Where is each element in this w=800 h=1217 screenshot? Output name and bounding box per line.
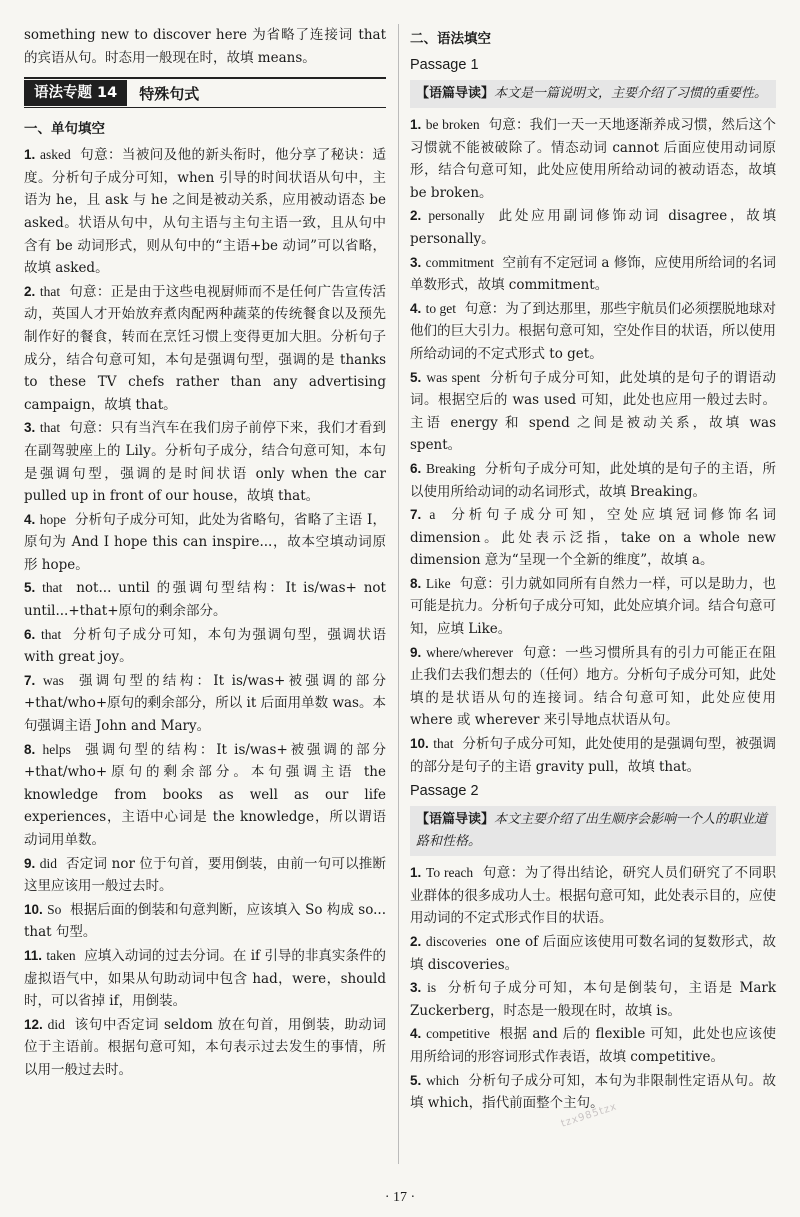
item-number: 8.	[24, 741, 36, 757]
item-answer: Breaking	[425, 460, 476, 476]
item-answer: taken	[46, 947, 76, 963]
item-number: 11.	[24, 947, 43, 963]
topic-header	[24, 77, 386, 108]
guide-text: 本文主要介绍了出生顺序会影响一个人的职业道路和性格。	[416, 812, 768, 850]
item-number: 3.	[24, 420, 36, 436]
item-answer: So	[47, 901, 62, 917]
item-explanation: 分析句子成分可知，此处填的是句子的主语，所以使用所给动词的动名词形式，故填 Breaking。	[410, 460, 777, 500]
item-number: 12.	[24, 1016, 43, 1032]
item-explanation: 应填入动词的过去分词。在 if 引导的非真实条件的虚拟语气中，如果从句助动词中包含 had，were，should 时，可以省掉 if，用倒装。	[24, 947, 386, 1010]
answer-item	[24, 509, 386, 577]
item-answer: asked	[39, 147, 71, 163]
item-explanation: 分析句子成分可知，本句为强调句型，强调状语 with great joy。	[24, 626, 387, 666]
item-explanation: 分析句子成分可知，空处应填冠词修饰名词 dimension。此处表示泛指，take on a whole new dimension 意为“呈现一个全新的维度”，故填 a。	[410, 507, 776, 569]
item-explanation: 句意：一些习惯所具有的引力可能正在阻止我们去我们想去的（任何）地方。分析句子成分可知，此处填的是状语从句的连接词。结合句意可知，此处应使用 where 或 wherever 来引导地点状语从句。	[410, 644, 776, 729]
answer-item	[410, 367, 776, 457]
item-explanation: 分析句子成分可知，本句是倒装句，主语是 Mark Zuckerberg，时态是一般现在时，故填 is。	[410, 980, 777, 1019]
item-explanation: 分析句子成分可知，此处为省略句，省略了主语 I，原句为 And I hope this can inspire...，故本空填动词原形 hope。	[24, 511, 386, 573]
item-answer: competitive	[426, 1026, 490, 1042]
item-number: 6.	[24, 626, 36, 642]
left-column	[24, 24, 386, 1083]
item-number: 5.	[410, 1072, 422, 1088]
item-answer: that	[39, 420, 61, 436]
item-answer: to get	[425, 300, 457, 316]
section-heading-single-fill: 一、单句填空	[24, 121, 105, 138]
topic-tag: 语法专题 14	[24, 80, 127, 106]
item-explanation: 根据 and 后的 flexible 可知，此处也应该使用所给词的形容词形式作表语，故填 competitive。	[410, 1026, 776, 1065]
item-answer: that	[42, 580, 63, 596]
guide-tag: 【语篇导读】	[416, 812, 495, 828]
answer-item	[410, 114, 776, 204]
answer-item	[410, 931, 776, 976]
answer-item	[24, 739, 386, 852]
item-answer: a	[429, 507, 436, 523]
item-number: 1.	[24, 147, 36, 163]
item-explanation: not... until 的强调句型结构：It is/was+ not until...+that+原句的剩余部分。	[24, 580, 386, 620]
watermark-text: tzx985tzx	[559, 1101, 619, 1130]
answer-item	[410, 504, 776, 572]
item-explanation: 句意：只有当汽车在我们房子前停下来，我们才看到在副驾驶座上的 Lily。分析句子成分，结合句意可知，本句是强调句型，强调的是时间状语 only when the car pulled up in front of our house，故填 that。	[24, 420, 386, 505]
item-explanation: one of 后面应该使用可数名词的复数形式，故填 discoveries。	[410, 934, 776, 973]
guide-tag: 【语篇导读】	[416, 86, 495, 101]
item-number: 10.	[410, 736, 429, 752]
passage-2-guide	[410, 806, 776, 856]
item-number: 4.	[24, 511, 36, 527]
item-number: 8.	[410, 575, 422, 591]
item-number: 9.	[24, 855, 36, 871]
item-explanation: 句意：引力就如同所有自然力一样，可以是助力，也可能是抗力。分析句子成分可知，此处应填介词。结合句意可知，应填 Like。	[410, 575, 777, 638]
item-answer: be broken	[425, 117, 480, 132]
item-explanation: 句意：为了得出结论，研究人员们研究了不同职业群体的很多成功人士。根据句意可知，此处表示目的，应使用动词的不定式形式作目的状语。	[410, 865, 776, 927]
answer-item	[24, 417, 386, 507]
item-number: 7.	[410, 507, 422, 523]
item-number: 6.	[410, 460, 422, 476]
answer-item	[410, 252, 776, 297]
answer-item	[24, 853, 386, 898]
item-number: 10.	[24, 901, 43, 917]
item-explanation: 句意：我们一天一天地逐渐养成习惯，然后这个习惯就不能被破除了。情态动词 cannot 后面应使用动词原形，结合句意可知，此处应使用所给动词的被动语态，故填 be broken。	[410, 117, 777, 201]
answer-item	[410, 205, 776, 250]
item-answer: Like	[425, 575, 451, 591]
page-number: · 17 ·	[384, 1190, 416, 1205]
item-answer: hope	[39, 511, 66, 527]
passage-1-label: Passage 1	[410, 57, 479, 73]
item-explanation: 分析句子成分可知，此处填的是句子的谓语动词。根据空后的 was used 可知，此处也应用一般过去时。主语 energy 和 spend 之间是被动关系，故填 was spent。	[410, 369, 776, 454]
item-explanation: 此处应用副词修饰动词 disagree，故填 personally。	[410, 208, 776, 247]
item-number: 2.	[24, 283, 36, 299]
item-number: 1.	[410, 117, 422, 132]
item-number: 7.	[24, 672, 36, 688]
item-number: 1.	[410, 865, 422, 881]
item-answer: was spent	[426, 369, 481, 385]
item-number: 4.	[410, 300, 422, 316]
item-answer: helps	[42, 741, 71, 757]
answer-item	[410, 733, 776, 778]
item-answer: did	[39, 855, 58, 871]
left-items	[24, 144, 386, 1081]
item-number: 2.	[410, 934, 422, 949]
answer-item	[410, 458, 776, 503]
column-divider	[398, 24, 399, 1164]
item-explanation: 强调句型的结构：It is/was+被强调的部分+that/who+原句的剩余部分，所以 it 后面用单数 was。本句强调主语 John and Mary。	[24, 672, 386, 735]
item-number: 9.	[410, 644, 422, 660]
passage-2-label: Passage 2	[410, 783, 479, 800]
item-answer: that	[433, 736, 454, 752]
answer-item	[24, 670, 386, 738]
section-heading-grammar-fill: 二、语法填空	[410, 31, 491, 47]
item-number: 5.	[410, 369, 422, 385]
guide-text: 本文是一篇说明文，主要介绍了习惯的重要性。	[494, 86, 768, 101]
item-answer: was	[42, 672, 64, 688]
item-explanation: 分析句子成分可知，此处使用的是强调句型，被强调的部分是句子的主语 gravity pull，故填 that。	[410, 736, 776, 775]
item-number: 3.	[410, 980, 422, 996]
answer-item	[410, 977, 776, 1022]
item-answer: discoveries	[425, 934, 487, 949]
answer-item	[410, 573, 776, 641]
item-number: 3.	[410, 254, 422, 270]
item-answer: is	[427, 980, 437, 996]
item-number: 4.	[410, 1026, 422, 1042]
item-answer: that	[41, 626, 62, 642]
answer-item	[410, 298, 776, 366]
item-answer: where/wherever	[426, 644, 514, 660]
answer-item	[24, 577, 386, 622]
answer-item	[410, 862, 776, 930]
item-explanation: 否定词 nor 位于句首，要用倒装，由前一句可以推断这里应该用一般过去时。	[24, 855, 386, 895]
answer-item	[24, 945, 386, 1013]
answer-item	[410, 1023, 776, 1068]
item-answer: commitment	[425, 254, 494, 270]
item-answer: that	[39, 283, 61, 299]
item-explanation: 根据后面的倒装和句意判断，应该填入 So 构成 so... that 句型。	[24, 901, 386, 941]
topic-title: 特殊句式	[139, 84, 200, 103]
passage-1-guide	[410, 80, 776, 108]
item-explanation: 句意：当被问及他的新头衔时，他分享了秘诀：适度。分析句子成分可知，when 引导的时间状语从句中，主语为 he，且 ask 与 he 之间是被动关系，应用被动语态 be asked。状语从句中，从句主语与主句主语一致，且从句中含有 be 动词形式，则从句中的“主语+be 动词”可以省略，故填 asked。	[24, 147, 387, 277]
answer-item	[24, 899, 386, 944]
right-column	[410, 24, 776, 1116]
item-explanation: 句意：正是由于这些电视厨师而不是任何广告宣传活动，英国人才开始放弃煮肉配两种蔬菜的传统餐食以及预先制作好的餐食，转而在烹饪习惯上变得更加大胆。分析句子成分，结合句意可知，本句是强调句型，强调的是 thanks to these TV chefs rather than any advertising campaign，故填 that。	[24, 283, 386, 413]
item-explanation: 该句中否定词 seldom 放在句首，用倒装，助动词位于主语前。根据句意可知，本句表示过去发生的事情，所以用一般过去时。	[24, 1016, 387, 1078]
answer-item	[24, 281, 386, 417]
answer-item	[24, 624, 386, 669]
answer-item	[24, 144, 386, 280]
item-answer: did	[47, 1016, 65, 1032]
item-answer: To reach	[426, 865, 474, 881]
item-explanation: 分析句子成分可知，本句为非限制性定语从句。故填 which，指代前面整个主句。	[410, 1072, 777, 1112]
item-number: 5.	[24, 580, 36, 596]
item-explanation: 空前有不定冠词 a 修饰，应使用所给词的名词单数形式，故填 commitment。	[410, 254, 776, 294]
answer-item	[410, 642, 776, 732]
item-explanation: 强调句型的结构：It is/was+被强调的部分+that/who+原句的剩余部分。本句强调主语 the knowledge from books as well as our life experiences，主语中心词是 the knowledge，所以谓语动词用单数。	[24, 741, 386, 848]
answer-item	[24, 1014, 386, 1082]
intro-paragraph: something new to discover here 为省略了连接词 that 的宾语从句。时态用一般现在时，故填 means。	[24, 27, 386, 66]
item-answer: personally	[428, 208, 485, 224]
item-answer: which	[426, 1072, 460, 1088]
item-explanation: 句意：为了到达那里，那些宇航员们必须摆脱地球对他们的巨大引力。根据句意可知，空处作目的状语，所以使用所给动词的不定式形式 to get。	[410, 300, 777, 362]
item-number: 2.	[410, 208, 422, 224]
